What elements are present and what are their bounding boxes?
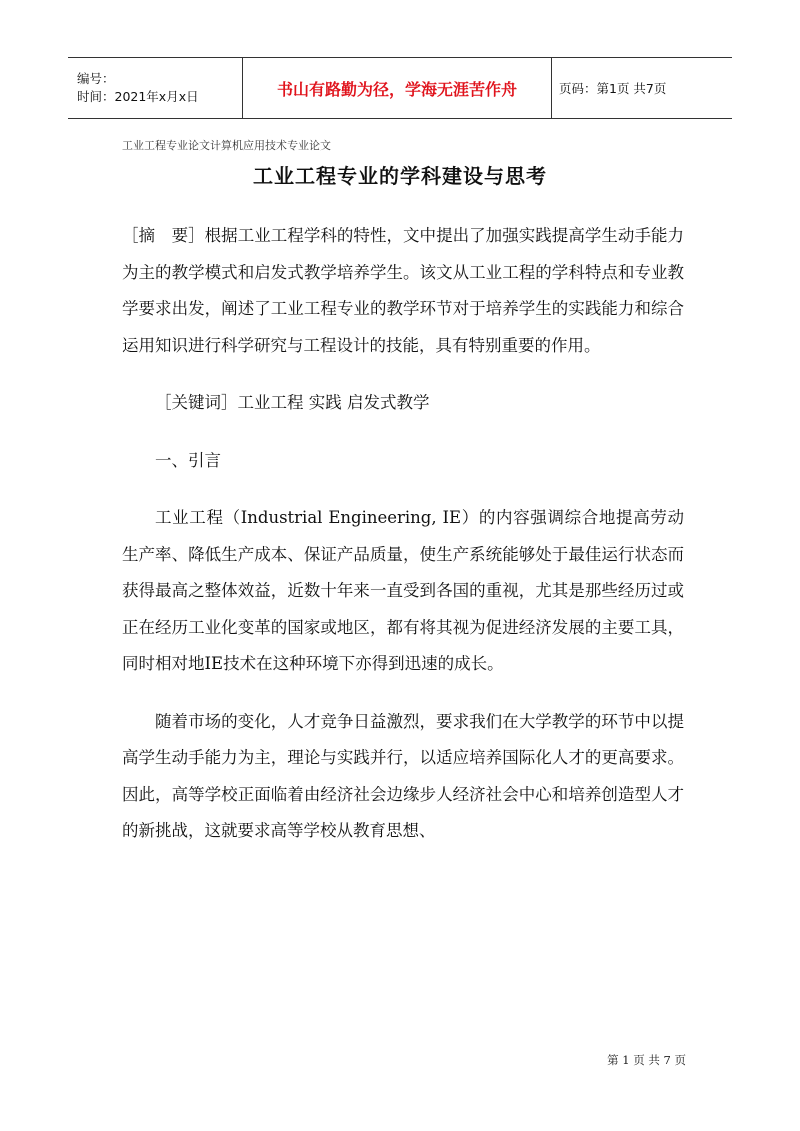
document-body xyxy=(122,218,684,850)
footer-page-number: 第 1 页 共 7 页 xyxy=(607,1053,686,1067)
document-time-label: 时间：2021年x月x日 xyxy=(77,89,199,104)
body-paragraph: 随着市场的变化，人才竞争日益激烈，要求我们在大学教学的环节中以提高学生动手能力为主，理论与实践并行，以适应培养国际化人才的更高要求。因此，高等学校正面临着由经济社会边缘步人经济社会中心和培养创造型人才的新挑战，这就要求高等学校从教育思想、 xyxy=(122,711,684,840)
body-paragraph: 工业工程（Industrial Engineering, IE）的内容强调综合地提高劳动生产率、降低生产成本、保证产品质量，使生产系统能够处于最佳运行状态而获得最高之整体效益，近数十年来一直受到各国的重视，尤其是那些经历过或正在经历工业化变革的国家或地区，都有将其视为促进经济发展的主要工具，同时相对地IE技术在这种环境下亦得到迅速的成长。 xyxy=(122,508,684,673)
abstract-paragraph: ［摘 要］根据工业工程学科的特性，文中提出了加强实践提高学生动手能力为主的教学模式和启发式教学培养学生。该文从工业工程的学科特点和专业教学要求出发，阐述了工业工程专业的教学环节对于培养学生的实践能力和综合运用知识进行科学研究与工程设计的技能，具有特别重要的作用。 xyxy=(122,226,684,355)
header-page-info: 页码：第1页 共7页 xyxy=(559,81,667,96)
section-heading: 一、引言 xyxy=(155,450,221,470)
page-title: 工业工程专业的学科建设与思考 xyxy=(253,164,547,188)
header-motto-cell xyxy=(242,58,552,118)
header-left-cell xyxy=(68,58,242,118)
header-page-cell xyxy=(552,58,732,118)
document-header-table xyxy=(68,57,732,119)
document-number-label: 编号： xyxy=(77,71,115,86)
keywords-line: ［关键词］工业工程 实践 启发式教学 xyxy=(155,393,430,412)
header-motto: 书山有路勤为径，学海无涯苦作舟 xyxy=(276,79,517,99)
running-head: 工业工程专业论文计算机应用技术专业论文 xyxy=(122,139,331,152)
